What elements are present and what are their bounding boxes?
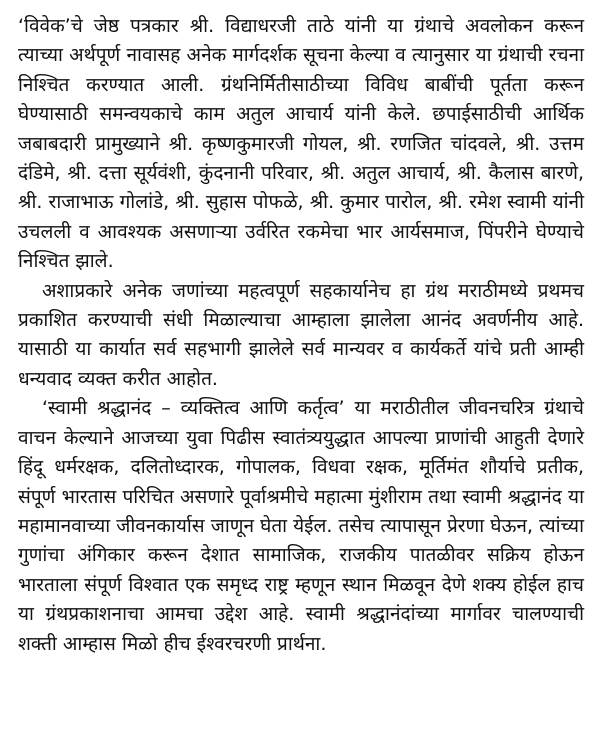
paragraph-purpose: ‘स्वामी श्रद्धानंद – व्यक्तित्व आणि कर्तृत्व’ या मराठीतील जीवनचरित्र ग्रंथाचे वाचन केल्याने आजच्या युवा पिढीस स्वातंत्र्ययुद्धात आपल्या प्राणांची आहुती देणारे हिंदू धर्मरक्षक, दलितोध्दारक, गोपालक, विधवा रक्षक, मूर्तिमंत शौर्याचे प्रतीक, संपूर्ण भारतास परिचित असणारे पूर्वाश्रमीचे महात्मा मुंशीराम तथा स्वामी श्रद्धानंद या महामानवाच्या जीवनकार्यास जाणून घेता येईल. तसेच त्यापासून प्रेरणा घेऊन, त्यांच्या गुणांचा अंगिकार करून देशात सामाजिक, राजकीय पातळीवर सक्रिय होऊन भारताला संपूर्ण विश्वात एक समृध्द राष्ट्र म्हणून स्थान मिळवून देणे शक्य होईल हाच या ग्रंथप्रकाशनाचा आमचा उद्देश आहे. स्वामी श्रद्धानंदांच्या मार्गावर चालण्याची शक्ती आम्हास मिळो हीच ईश्वरचरणी प्रार्थना. [18,397,584,655]
document-page [18,12,584,732]
paragraph-gratitude: अशाप्रकारे अनेक जणांच्या महत्वपूर्ण सहकार्यानेच हा ग्रंथ मराठीमध्ये प्रथमच प्रकाशित करण्याची संधी मिळाल्याचा आम्हाला झालेला आनंद अवर्णनीय आहे. यासाठी या कार्यात सर्व सहभागी झालेले सर्व मान्यवर व कार्यकर्ते यांचे प्रती आम्ही धन्यवाद व्यक्त करीत आहोत. [18,279,584,390]
paragraph-acknowledgement-contributors: ‘विवेक’चे जेष्ठ पत्रकार श्री. विद्याधरजी ताठे यांनी या ग्रंथाचे अवलोकन करून त्याच्या अर्थपूर्ण नावासह अनेक मार्गदर्शक सूचना केल्या व त्यानुसार या ग्रंथाची रचना निश्चित करण्यात आली. ग्रंथनिर्मितीसाठीच्या विविध बाबींची पूर्तता करून घेण्यासाठी समन्वयकाचे काम अतुल आचार्य यांनी केले. छपाईसाठीची आर्थिक जबाबदारी प्रामुख्याने श्री. कृष्णकुमारजी गोयल, श्री. रणजित चांदवले, श्री. उत्तम दंडिमे, श्री. दत्ता सूर्यवंशी, कुंदनानी परिवार, श्री. अतुल आचार्य, श्री. कैलास बारणे, श्री. राजाभाऊ गोलांडे, श्री. सुहास पोफळे, श्री. कुमार पारोल, श्री. रमेश स्वामी यांनी उचलली व आवश्यक असणाऱ्या उर्वरित रकमेचा भार आर्यसमाज, पिंपरीने घेण्याचे निश्चित झाले. [18,15,584,273]
